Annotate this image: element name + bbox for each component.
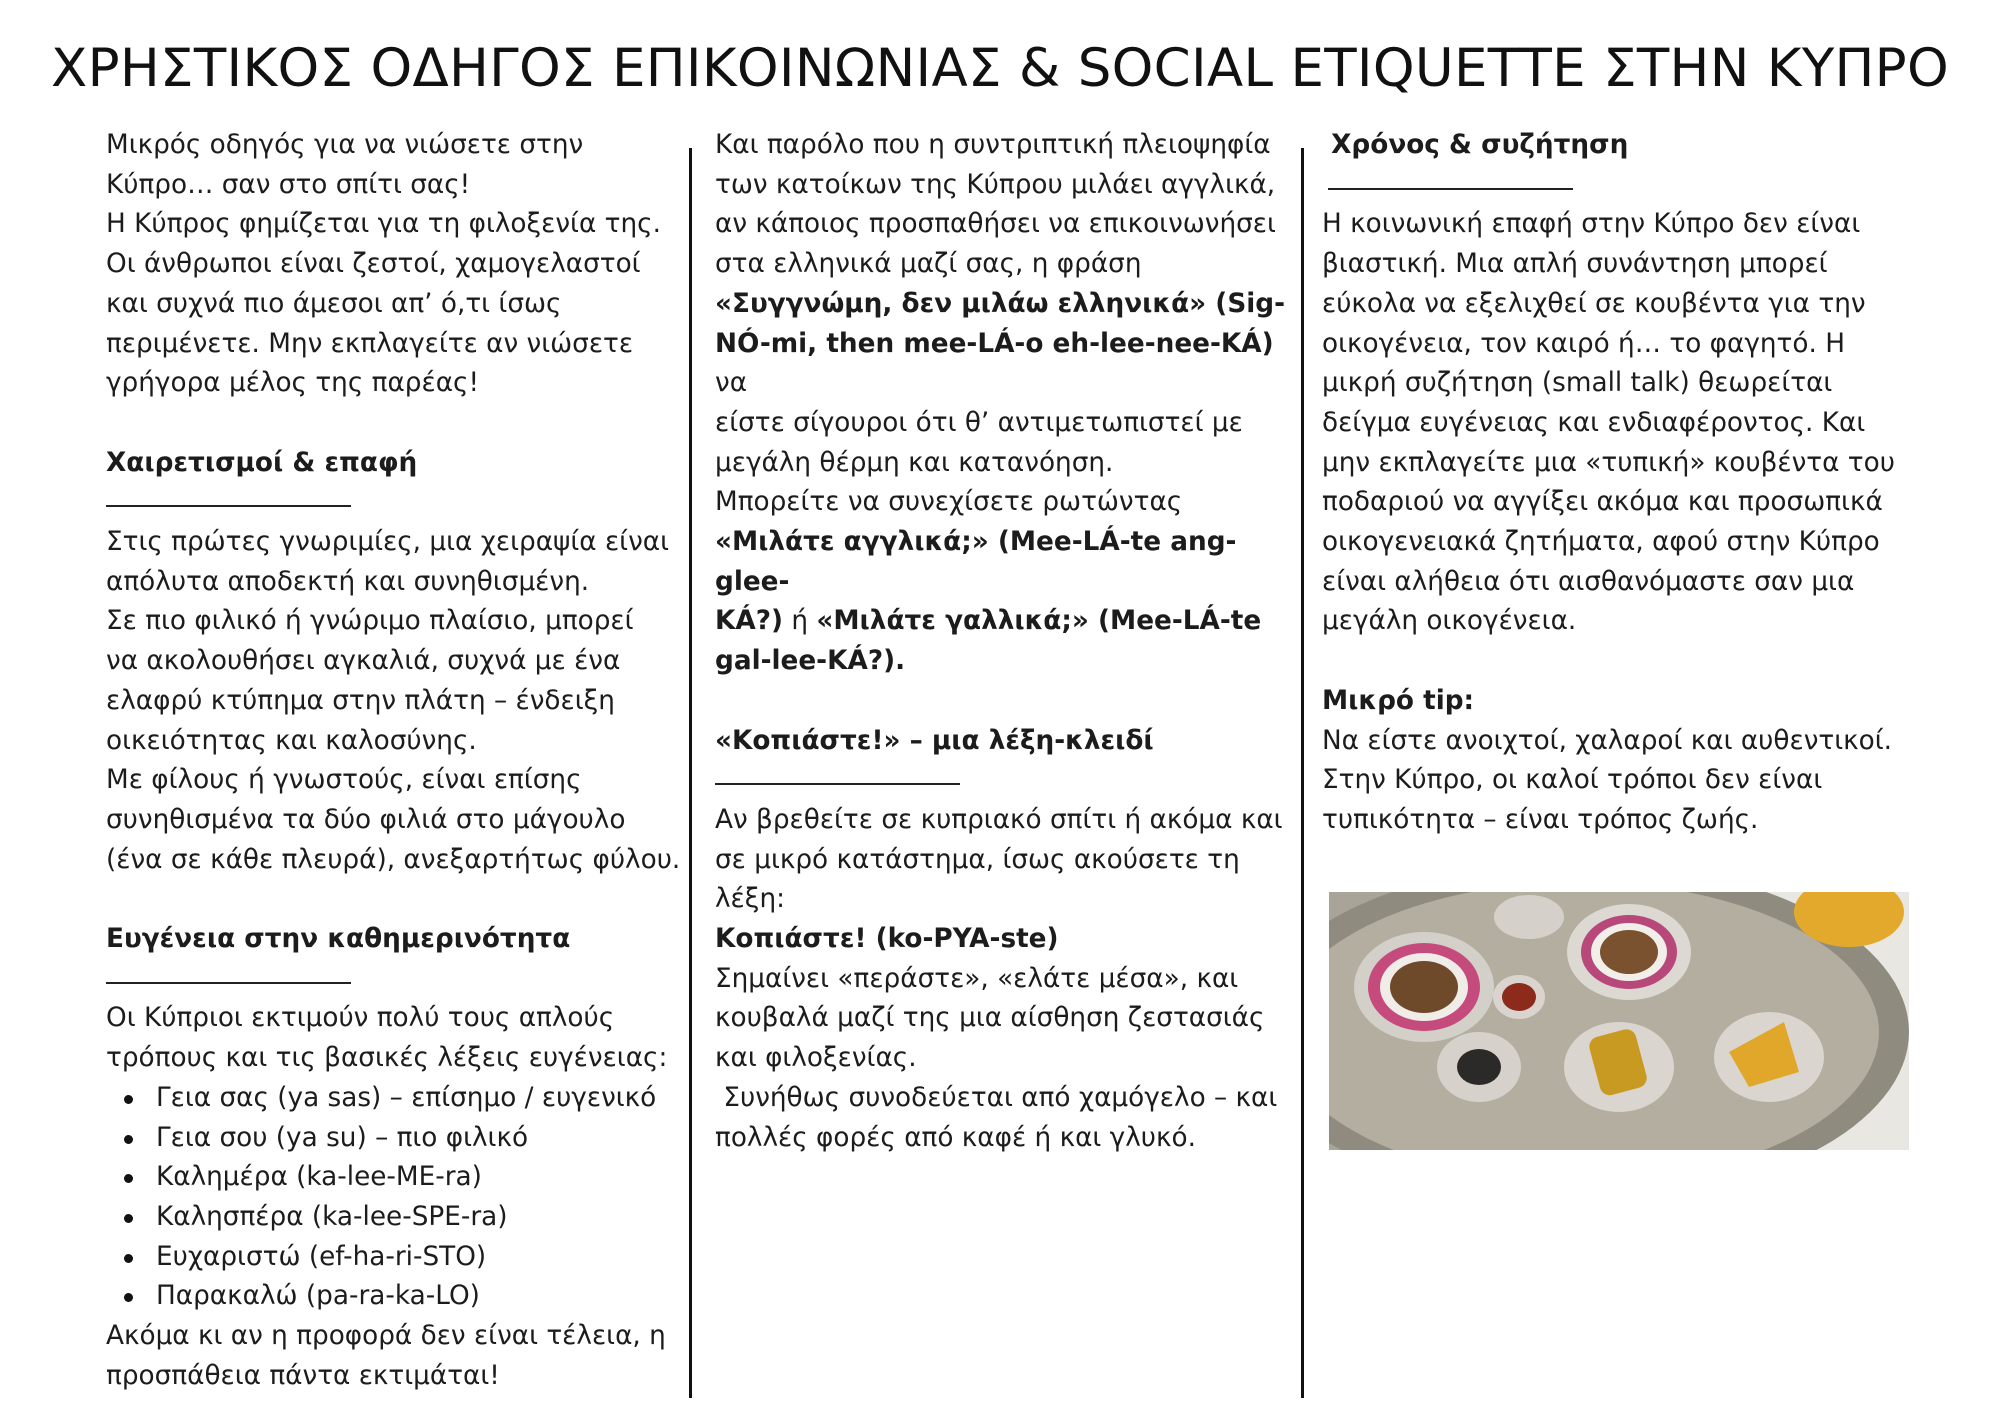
intro-line: Οι άνθρωποι είναι ζεστοί, χαμογελαστοί: [106, 249, 641, 280]
text-line: (ένα σε κάθε πλευρά), ανεξαρτήτως φύλου.: [106, 844, 681, 875]
text-fragment: ή: [783, 606, 817, 637]
time-paragraph: [1322, 205, 1902, 642]
section-heading-politeness: Ευγένεια στην καθημερινότητα: [106, 924, 571, 955]
list-item: Ευχαριστώ (ef-ha-ri-STO): [156, 1238, 691, 1278]
greetings-paragraph: [106, 523, 691, 880]
text-line: των κατοίκων της Κύπρου μιλάει αγγλικά,: [715, 169, 1276, 200]
text-line: λέξη:: [715, 884, 785, 915]
greeting-words-list: [106, 1079, 691, 1317]
section-heading-time: Χρόνος & συζήτηση: [1322, 130, 1629, 160]
text-line: Ακόμα κι αν η προφορά δεν είναι τέλεια, η: [106, 1321, 666, 1352]
text-line: Οι Κύπριοι εκτιμούν πολύ τους απλούς: [106, 1003, 615, 1034]
text-line: Συνήθως συνοδεύεται από χαμόγελο – και: [715, 1082, 1278, 1113]
text-line: Μπορείτε να συνεχίσετε ρωτώντας: [715, 487, 1183, 518]
text-line: Σημαίνει «περάστε», «ελάτε μέσα», και: [715, 963, 1239, 994]
tip-heading: Μικρό tip:: [1322, 685, 1475, 716]
text-fragment: να: [715, 368, 748, 399]
coffee-tray-photo: [1329, 892, 1909, 1150]
column-middle: [715, 126, 1305, 1158]
text-line: απόλυτα αποδεκτή και συνηθισμένη.: [106, 566, 590, 597]
list-item: Καλημέρα (ka-lee-ME-ra): [156, 1158, 691, 1198]
text-line: μεγάλη θέρμη και κατανόηση.: [715, 447, 1114, 478]
text-line: να ακολουθήσει αγκαλιά, συχνά με ένα: [106, 646, 621, 677]
intro-line: γρήγορα μέλος της παρέας!: [106, 368, 480, 399]
text-line: Να είστε ανοιχτοί, χαλαροί και αυθεντικοί.: [1322, 725, 1892, 756]
intro-line: Η Κύπρος φημίζεται για τη φιλοξενία της.: [106, 209, 661, 240]
phrase-fragment: KÁ?): [715, 606, 784, 637]
phrase-sorry-line: «Συγγνώμη, δεν μιλάω ελληνικά» (Sig-: [715, 288, 1286, 319]
text-line: οικειότητας και καλοσύνης.: [106, 725, 477, 756]
text-line: [715, 602, 1305, 642]
list-item: Καλησπέρα (ka-lee-SPE-ra): [156, 1198, 691, 1238]
text-line: [715, 325, 1305, 404]
text-line: μικρή συζήτηση (small talk) θεωρείται: [1322, 368, 1833, 399]
text-line: συνηθισμένα τα δύο φιλιά στο μάγουλο: [106, 804, 626, 835]
text-line: ελαφρύ κτύπημα στην πλάτη – ένδειξη: [106, 685, 615, 716]
phrase-fragment: gal-lee-KÁ?).: [715, 646, 906, 677]
text-line: αν κάποιος προσπαθήσει να επικοινωνήσει: [715, 209, 1276, 240]
intro-line: Μικρός οδηγός για να νιώσετε στην: [106, 130, 584, 160]
text-line: μην εκπλαγείτε μια «τυπική» κουβέντα του: [1322, 447, 1895, 478]
text-line: τρόπους και τις βασικές λέξεις ευγένειας:: [106, 1043, 668, 1074]
text-line: είναι αλήθεια ότι αισθανόμαστε σαν μια: [1322, 566, 1855, 597]
text-line: εύκολα να εξελιχθεί σε κουβέντα για την: [1322, 288, 1866, 319]
phrase-pronunciation: NÓ-mi, then mee-LÁ-o eh-lee-nee-KÁ): [715, 328, 1274, 359]
intro-line: και συχνά πιο άμεσοι απ’ ό,τι ίσως: [106, 288, 562, 319]
text-line: είστε σίγουροι ότι θ’ αντιμετωπιστεί με: [715, 407, 1243, 438]
text-line: βιαστική. Μια απλή συνάντηση μπορεί: [1322, 249, 1828, 280]
text-line: Με φίλους ή γνωστούς, είναι επίσης: [106, 765, 582, 796]
list-item: Παρακαλώ (pa-ra-ka-LO): [156, 1277, 691, 1317]
intro-line: Κύπρο… σαν στο σπίτι σας!: [106, 169, 471, 200]
text-line: Και παρόλο που η συντριπτική πλειοψηφία: [715, 130, 1271, 160]
heading-underline: [715, 761, 1305, 801]
text-line: στα ελληνικά μαζί σας, η φράση: [715, 249, 1142, 280]
intro-paragraph: [106, 126, 691, 404]
text-line: δείγμα ευγένειας και ενδιαφέροντος. Και: [1322, 407, 1866, 438]
text-line: οικογενειακά ζητήματα, αφού στην Κύπρο: [1322, 527, 1880, 558]
text-line: ποδαριού να αγγίξει ακόμα και προσωπικά: [1322, 487, 1883, 518]
text-line: και φιλοξενίας.: [715, 1043, 917, 1074]
heading-underline: [106, 483, 691, 523]
text-line: οικογένεια, τον καιρό ή… το φαγητό. Η: [1322, 328, 1845, 359]
text-line: Στις πρώτες γνωριμίες, μια χειραψία είναι: [106, 527, 670, 557]
heading-underline: [106, 960, 691, 1000]
text-line: Αν βρεθείτε σε κυπριακό σπίτι ή ακόμα και: [715, 804, 1283, 835]
page-title: ΧΡΗΣΤΙΚΟΣ ΟΔΗΓΟΣ ΕΠΙΚΟΙΝΩΝΙΑΣ & SOCIAL ETIQUETTE ΣΤΗΝ ΚΥΠΡΟ: [51, 38, 1949, 99]
text-line: σε μικρό κατάστημα, ίσως ακούσετε τη: [715, 844, 1240, 875]
heading-underline: [1328, 166, 1902, 206]
phrase-english-line: «Μιλάτε αγγλικά;» (Mee-LÁ-te ang-glee-: [715, 527, 1237, 597]
text-line: προσπάθεια πάντα εκτιμάται!: [106, 1360, 500, 1391]
section-heading-kopiaste: «Κοπιάστε!» – μια λέξη-κλειδί: [715, 725, 1154, 756]
text-line: τυπικότητα – είναι τρόπος ζωής.: [1322, 804, 1759, 835]
text-line: Η κοινωνική επαφή στην Κύπρο δεν είναι: [1322, 209, 1861, 240]
list-item: Γεια σας (ya sas) – επίσημο / ευγενικό: [156, 1079, 691, 1119]
text-line: κουβαλά μαζί της μια αίσθηση ζεστασιάς: [715, 1003, 1265, 1034]
kopiaste-phrase: Κοπιάστε! (ko-PYA-ste): [715, 924, 1059, 955]
text-line: μεγάλη οικογένεια.: [1322, 606, 1577, 637]
column-right: [1322, 126, 1902, 841]
text-line: Σε πιο φιλικό ή γνώριμο πλαίσιο, μπορεί: [106, 606, 634, 637]
intro-line: περιμένετε. Μην εκπλαγείτε αν νιώσετε: [106, 328, 634, 359]
phrase-french: «Μιλάτε γαλλικά;» (Mee-LÁ-te: [816, 606, 1262, 637]
text-line: πολλές φορές από καφέ ή και γλυκό.: [715, 1122, 1196, 1153]
text-line: Στην Κύπρο, οι καλοί τρόποι δεν είναι: [1322, 765, 1823, 796]
list-item: Γεια σου (ya su) – πιο φιλικό: [156, 1119, 691, 1159]
section-heading-greetings: Χαιρετισμοί & επαφή: [106, 447, 418, 478]
column-left: [106, 126, 691, 1396]
